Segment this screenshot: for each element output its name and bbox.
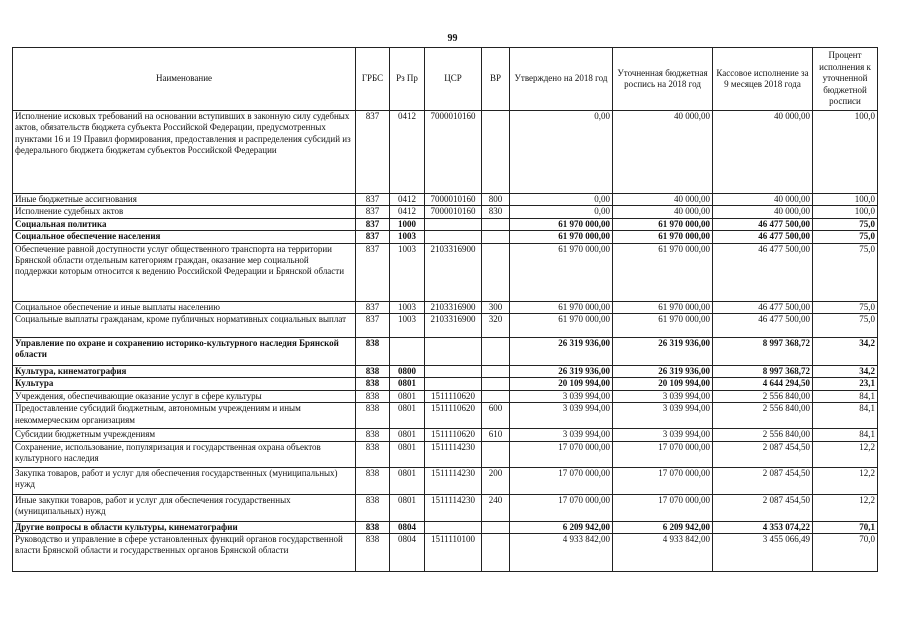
cell-grbs: 837: [356, 218, 390, 230]
cell-name: Обеспечение равной доступности услуг общественного транспорта на территории Брянской области отдельным категориям граждан, оказание мер социальной поддержки которым относится к ведению Российской Федерации и Брянской области: [13, 243, 356, 301]
cell-vr: [482, 231, 510, 243]
cell-cash: 46 477 500,00: [713, 301, 813, 313]
header-grbs: ГРБС: [356, 48, 390, 111]
cell-approved: 61 970 000,00: [510, 301, 613, 313]
cell-csr: 7000010160: [425, 194, 482, 206]
cell-rzpr: 0804: [390, 534, 425, 572]
cell-refined: 26 319 936,00: [613, 366, 713, 378]
cell-vr: 600: [482, 403, 510, 429]
table-body: [13, 111, 878, 572]
cell-csr: [425, 218, 482, 230]
cell-vr: 610: [482, 429, 510, 441]
cell-grbs: 837: [356, 231, 390, 243]
cell-name: Сохранение, использование, популяризация и государственная охрана объектов культурного наследия: [13, 441, 356, 467]
cell-refined: 61 970 000,00: [613, 231, 713, 243]
cell-grbs: 837: [356, 301, 390, 313]
table-row: [13, 429, 878, 441]
cell-rzpr: 0801: [390, 429, 425, 441]
cell-cash: 46 477 500,00: [713, 314, 813, 338]
cell-csr: [425, 366, 482, 378]
cell-csr: [425, 378, 482, 390]
cell-percent: 75,0: [813, 314, 878, 338]
cell-vr: 800: [482, 194, 510, 206]
cell-grbs: 838: [356, 521, 390, 533]
table-row: [13, 494, 878, 521]
budget-table: [12, 47, 878, 572]
cell-vr: [482, 218, 510, 230]
table-row: [13, 338, 878, 366]
cell-grbs: 837: [356, 206, 390, 218]
cell-percent: 100,0: [813, 111, 878, 194]
cell-vr: [482, 366, 510, 378]
cell-cash: 4 353 074,22: [713, 521, 813, 533]
cell-grbs: 837: [356, 243, 390, 301]
cell-csr: 2103316900: [425, 314, 482, 338]
cell-grbs: 838: [356, 494, 390, 521]
cell-percent: 12,2: [813, 494, 878, 521]
cell-rzpr: 0800: [390, 366, 425, 378]
cell-name: Социальное обеспечение и иные выплаты населению: [13, 301, 356, 313]
cell-rzpr: 0801: [390, 441, 425, 467]
cell-approved: 61 970 000,00: [510, 314, 613, 338]
cell-name: Социальное обеспечение населения: [13, 231, 356, 243]
page-number: 99: [447, 33, 458, 44]
cell-name: Управление по охране и сохранению историко-культурного наследия Брянской области: [13, 338, 356, 366]
cell-csr: 7000010160: [425, 111, 482, 194]
header-vr: ВР: [482, 48, 510, 111]
cell-approved: 17 070 000,00: [510, 441, 613, 467]
cell-name: Руководство и управление в сфере установленных функций органов государственной власти Брянской области и государственных органов Брянской области: [13, 534, 356, 572]
cell-name: Учреждения, обеспечивающие оказание услуг в сфере культуры: [13, 390, 356, 402]
cell-csr: [425, 521, 482, 533]
cell-rzpr: 0412: [390, 206, 425, 218]
cell-rzpr: 0412: [390, 194, 425, 206]
cell-refined: 61 970 000,00: [613, 218, 713, 230]
cell-rzpr: 1003: [390, 314, 425, 338]
cell-cash: 2 556 840,00: [713, 390, 813, 402]
cell-name: Закупка товаров, работ и услуг для обеспечения государственных (муниципальных) нужд: [13, 467, 356, 494]
cell-grbs: 838: [356, 403, 390, 429]
cell-refined: 40 000,00: [613, 111, 713, 194]
cell-refined: 17 070 000,00: [613, 441, 713, 467]
cell-vr: [482, 338, 510, 366]
cell-csr: 2103316900: [425, 243, 482, 301]
cell-refined: 6 209 942,00: [613, 521, 713, 533]
cell-name: Предоставление субсидий бюджетным, автономным учреждениям и иным некоммерческим организациям: [13, 403, 356, 429]
cell-rzpr: 0801: [390, 403, 425, 429]
cell-csr: 7000010160: [425, 206, 482, 218]
cell-vr: [482, 378, 510, 390]
cell-refined: 61 970 000,00: [613, 301, 713, 313]
cell-cash: 46 477 500,00: [713, 243, 813, 301]
cell-grbs: 838: [356, 534, 390, 572]
table-row: [13, 231, 878, 243]
cell-cash: 40 000,00: [713, 206, 813, 218]
cell-refined: 26 319 936,00: [613, 338, 713, 366]
cell-csr: [425, 231, 482, 243]
cell-percent: 75,0: [813, 218, 878, 230]
cell-csr: 2103316900: [425, 301, 482, 313]
table-row: [13, 390, 878, 402]
header-cash: Кассовое исполнение за 9 месяцев 2018 года: [713, 48, 813, 111]
table-row: [13, 467, 878, 494]
cell-name: Иные закупки товаров, работ и услуг для обеспечения государственных (муниципальных) нужд: [13, 494, 356, 521]
cell-approved: 6 209 942,00: [510, 521, 613, 533]
cell-vr: 830: [482, 206, 510, 218]
cell-refined: 3 039 994,00: [613, 390, 713, 402]
cell-csr: 1511110620: [425, 390, 482, 402]
cell-grbs: 837: [356, 194, 390, 206]
cell-vr: 300: [482, 301, 510, 313]
cell-percent: 34,2: [813, 338, 878, 366]
cell-percent: 84,1: [813, 429, 878, 441]
cell-refined: 61 970 000,00: [613, 314, 713, 338]
cell-rzpr: [390, 338, 425, 366]
cell-approved: 0,00: [510, 111, 613, 194]
cell-cash: 2 087 454,50: [713, 441, 813, 467]
table-row: [13, 378, 878, 390]
cell-approved: 0,00: [510, 194, 613, 206]
cell-vr: 240: [482, 494, 510, 521]
cell-percent: 12,2: [813, 467, 878, 494]
cell-cash: 2 087 454,50: [713, 494, 813, 521]
cell-percent: 75,0: [813, 243, 878, 301]
cell-approved: 61 970 000,00: [510, 218, 613, 230]
cell-grbs: 838: [356, 378, 390, 390]
cell-vr: [482, 521, 510, 533]
cell-rzpr: 0412: [390, 111, 425, 194]
cell-percent: 75,0: [813, 231, 878, 243]
cell-vr: [482, 441, 510, 467]
cell-percent: 70,1: [813, 521, 878, 533]
cell-grbs: 838: [356, 429, 390, 441]
cell-refined: 40 000,00: [613, 206, 713, 218]
cell-cash: 46 477 500,00: [713, 231, 813, 243]
cell-refined: 17 070 000,00: [613, 467, 713, 494]
cell-vr: 320: [482, 314, 510, 338]
header-row: [13, 48, 878, 111]
cell-cash: 8 997 368,72: [713, 366, 813, 378]
cell-rzpr: 0804: [390, 521, 425, 533]
cell-approved: 61 970 000,00: [510, 231, 613, 243]
cell-csr: 1511110100: [425, 534, 482, 572]
cell-refined: 4 933 842,00: [613, 534, 713, 572]
cell-name: Другие вопросы в области культуры, кинематографии: [13, 521, 356, 533]
cell-name: Социальные выплаты гражданам, кроме публичных нормативных социальных выплат: [13, 314, 356, 338]
cell-vr: 200: [482, 467, 510, 494]
cell-rzpr: 1003: [390, 231, 425, 243]
cell-name: Иные бюджетные ассигнования: [13, 194, 356, 206]
cell-vr: [482, 111, 510, 194]
cell-refined: 61 970 000,00: [613, 243, 713, 301]
cell-cash: 3 455 066,49: [713, 534, 813, 572]
cell-rzpr: 0801: [390, 467, 425, 494]
header-approved: Утверждено на 2018 год: [510, 48, 613, 111]
table-row: [13, 441, 878, 467]
cell-approved: 4 933 842,00: [510, 534, 613, 572]
cell-grbs: 838: [356, 441, 390, 467]
cell-cash: 40 000,00: [713, 194, 813, 206]
cell-percent: 100,0: [813, 206, 878, 218]
cell-name: Культура, кинематография: [13, 366, 356, 378]
cell-refined: 17 070 000,00: [613, 494, 713, 521]
cell-name: Исполнение исковых требований на основании вступивших в законную силу судебных актов, обязательств бюджета субъекта Российской Федерации, предусмотренных пунктами 16 и 19 Правил формирования, предоставления и распределения субсидий из федерального бюджета бюджетам субъектов Российской Федерации: [13, 111, 356, 194]
cell-csr: 1511114230: [425, 441, 482, 467]
header-name: Наименование: [13, 48, 356, 111]
table-row: [13, 218, 878, 230]
cell-cash: 8 997 368,72: [713, 338, 813, 366]
cell-vr: [482, 390, 510, 402]
header-csr: ЦСР: [425, 48, 482, 111]
cell-percent: 34,2: [813, 366, 878, 378]
cell-percent: 100,0: [813, 194, 878, 206]
cell-approved: 3 039 994,00: [510, 429, 613, 441]
cell-vr: [482, 243, 510, 301]
cell-cash: 40 000,00: [713, 111, 813, 194]
cell-approved: 0,00: [510, 206, 613, 218]
header-rzpr: Рз Пр: [390, 48, 425, 111]
cell-approved: 3 039 994,00: [510, 390, 613, 402]
cell-cash: 2 556 840,00: [713, 403, 813, 429]
cell-approved: 61 970 000,00: [510, 243, 613, 301]
cell-rzpr: 0801: [390, 390, 425, 402]
cell-refined: 3 039 994,00: [613, 429, 713, 441]
cell-refined: 20 109 994,00: [613, 378, 713, 390]
table-row: [13, 314, 878, 338]
cell-approved: 26 319 936,00: [510, 366, 613, 378]
cell-rzpr: 0801: [390, 378, 425, 390]
cell-name: Субсидии бюджетным учреждениям: [13, 429, 356, 441]
cell-csr: 1511110620: [425, 429, 482, 441]
cell-approved: 17 070 000,00: [510, 467, 613, 494]
cell-name: Социальная политика: [13, 218, 356, 230]
cell-rzpr: 1003: [390, 301, 425, 313]
cell-name: Исполнение судебных актов: [13, 206, 356, 218]
table-row: [13, 301, 878, 313]
cell-grbs: 837: [356, 314, 390, 338]
cell-percent: 84,1: [813, 403, 878, 429]
cell-grbs: 838: [356, 338, 390, 366]
cell-vr: [482, 534, 510, 572]
cell-grbs: 838: [356, 366, 390, 378]
cell-csr: [425, 338, 482, 366]
table-row: [13, 534, 878, 572]
cell-percent: 23,1: [813, 378, 878, 390]
table-row: [13, 521, 878, 533]
header-percent: Процент исполнения к уточненной бюджетной росписи: [813, 48, 878, 111]
cell-percent: 12,2: [813, 441, 878, 467]
cell-approved: 20 109 994,00: [510, 378, 613, 390]
cell-approved: 3 039 994,00: [510, 403, 613, 429]
table-row: [13, 194, 878, 206]
cell-percent: 75,0: [813, 301, 878, 313]
cell-csr: 1511114230: [425, 467, 482, 494]
table-row: [13, 243, 878, 301]
cell-rzpr: 0801: [390, 494, 425, 521]
cell-grbs: 838: [356, 467, 390, 494]
cell-approved: 17 070 000,00: [510, 494, 613, 521]
cell-percent: 70,0: [813, 534, 878, 572]
cell-percent: 84,1: [813, 390, 878, 402]
cell-approved: 26 319 936,00: [510, 338, 613, 366]
cell-grbs: 837: [356, 111, 390, 194]
cell-name: Культура: [13, 378, 356, 390]
table-row: [13, 206, 878, 218]
header-refined: Уточненная бюджетная роспись на 2018 год: [613, 48, 713, 111]
cell-csr: 1511114230: [425, 494, 482, 521]
cell-cash: 4 644 294,50: [713, 378, 813, 390]
cell-refined: 40 000,00: [613, 194, 713, 206]
cell-rzpr: 1003: [390, 243, 425, 301]
table-row: [13, 403, 878, 429]
table-row: [13, 366, 878, 378]
cell-refined: 3 039 994,00: [613, 403, 713, 429]
cell-csr: 1511110620: [425, 403, 482, 429]
cell-cash: 46 477 500,00: [713, 218, 813, 230]
cell-cash: 2 556 840,00: [713, 429, 813, 441]
cell-grbs: 838: [356, 390, 390, 402]
cell-cash: 2 087 454,50: [713, 467, 813, 494]
cell-rzpr: 1000: [390, 218, 425, 230]
table-row: [13, 111, 878, 194]
